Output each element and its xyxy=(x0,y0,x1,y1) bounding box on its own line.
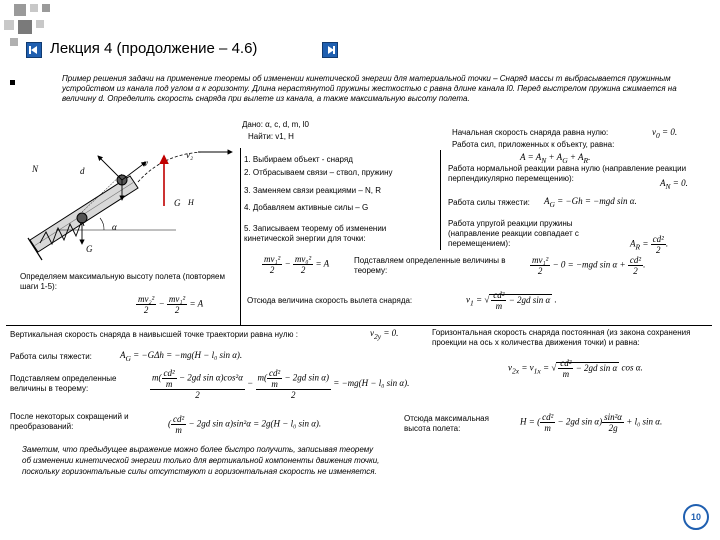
step-2: 2. Отбрасываем связи – ствол, пружину xyxy=(244,168,393,177)
page-number: 10 xyxy=(683,504,709,530)
formula-v2y: $v_{2y} = 0$. xyxy=(370,328,399,341)
formula-v1: $v_1$ = √ $\frac{\text{cd²}}{m}$ − 2gd sin α . xyxy=(466,290,557,311)
prev-slide-button[interactable] xyxy=(26,42,42,58)
formula-AG: $A_G = -Gh = -mgd$ sin α. xyxy=(544,196,637,209)
label-G-upper: G xyxy=(174,198,181,208)
label-v: v xyxy=(144,158,148,168)
result-height-text: Отсюда максимальная высота полета: xyxy=(404,414,489,433)
projectile-diagram xyxy=(26,148,241,263)
note-gravity-work: Работа силы тяжести: xyxy=(448,198,530,207)
max-height-intro: Определяем максимальную высоту полета (повторяем шаги 1-5): xyxy=(20,272,225,291)
find-data: Найти: v1, H xyxy=(248,132,294,141)
label-alpha: α xyxy=(112,222,117,232)
step-1: 1. Выбираем объект - снаряд xyxy=(244,155,353,164)
label-v2: v₂ xyxy=(186,150,194,160)
step-4: 4. Добавляем активные силы – G xyxy=(244,203,369,212)
note-work-sum: Работа сил, приложенных к объекту, равна: xyxy=(452,140,615,149)
formula-v0: $v_0 = 0$. xyxy=(652,127,678,140)
note-initial-speed: Начальная скорость снаряда равна нулю: xyxy=(452,128,609,137)
divider-vertical-2 xyxy=(440,150,441,250)
formula-work-sum: $A = A_N + A_G + A_R$. xyxy=(520,152,591,165)
slide-title: Лекция 4 (продолжение – 4.6) xyxy=(50,40,258,57)
formula-subst-2: m( $\frac{\text{cd²}}{m}$ − 2gd sin α)cos²α 2 − m( $\frac{\text{cd²}}{m}$ − 2gd sin α) 2 = −mg(H − l₀ sin α). xyxy=(152,368,410,400)
label-G-lower: G xyxy=(86,244,93,254)
problem-statement: Пример решения задачи на применение теоремы об изменении кинетической энергии для материальной точки – Снаряд массы m выбрасывается пружинным устройством из канала под углом α к горизонту. Длина нерастянутой пружины жесткостью c равна длине канала l0. Перед выстрелом пружина сжимается на величину d. Определить скорость снаряда при вылете из канала, а также максимальную высоту полета. xyxy=(62,74,677,103)
projectile-start xyxy=(77,213,87,223)
formula-reduced: ( $\frac{\text{cd²}}{m}$ − 2gd sin α)sin²α = 2g(H − l₀ sin α). xyxy=(168,414,322,435)
formula-AR: $A_R$ = $\frac{\text{cd²}}{2}$ . xyxy=(630,234,669,255)
gravity-work-text-2: Работа силы тяжести: xyxy=(10,352,92,361)
formula-H: H = ( $\frac{\text{cd²}}{m}$ − 2gd sin α) $\frac{\text{sin²α}}{2g}$ + l₀ sin α. xyxy=(520,412,663,433)
horizontal-speed-text: Горизонтальная скорость снаряда постоянная (из закона сохранения проекции на ось x количества движения точки) и равна: xyxy=(432,328,691,347)
note-normal-reaction: Работа нормальной реакции равна нулю (направление реакции перпендикулярно перемещению): xyxy=(448,164,687,183)
result-velocity-text: Отсюда величина скорость вылета снаряда: xyxy=(247,296,413,305)
closing-note: Заметим, что предыдущее выражение можно более быстро получить, записывая теорему об изменении кинетической энергии только для вертикальной компоненты движения точки, поскольку горизонтальные силы отсутствуют и горизонтальная скорость не изменяется. xyxy=(22,445,380,476)
subst-text-1: Подставляем определенные величины в теорему: xyxy=(354,256,506,275)
section-separator xyxy=(6,325,712,326)
divider-vertical xyxy=(240,148,241,326)
formula-theorem: $\frac{\text{mv₁²}}{2}$ − $\frac{\text{mv₀²}}{2}$ = A xyxy=(264,254,330,275)
label-N: N xyxy=(32,164,39,174)
formula-AN: $A_N = 0$. xyxy=(660,178,688,191)
bullet xyxy=(10,80,15,85)
label-d: d xyxy=(80,166,85,176)
vertical-speed-text: Вертикальная скорость снаряда в наивысшей точке траектории равна нулю : xyxy=(10,330,298,339)
formula-subst-1: $\frac{\text{mv₁²}}{2}$ − 0 = −mgd sin α + $\frac{\text{cd²}}{2}$ . xyxy=(532,255,646,276)
given-data: Дано: α, c, d, m, l0 xyxy=(242,120,309,129)
next-slide-button[interactable] xyxy=(322,42,338,58)
formula-v2x: $v_{2x} = v_{1x}$ = √ $\frac{\text{cd²}}{m}$ − 2gd sin α cos α. xyxy=(508,358,643,379)
step-5: 5. Записываем теорему об изменении кинетической энергии для точки: xyxy=(244,224,387,243)
trajectory xyxy=(138,152,214,182)
label-H: H xyxy=(188,198,194,207)
after-reductions-text: После некоторых сокращений и преобразований: xyxy=(10,412,129,431)
subst-text-2: Подставляем определенные величины в теорему: xyxy=(10,374,117,393)
step-3: 3. Заменяем связи реакциями – N, R xyxy=(244,186,381,195)
note-spring-work: Работа упругой реакции пружины (направление реакции совпадает с перемещением): xyxy=(448,219,579,248)
formula-theorem-2: $\frac{\text{mv₂²}}{2}$ − $\frac{\text{mv₁²}}{2}$ = A xyxy=(138,294,204,315)
formula-AG-2: $A_G = -G\Delta h = -mg(H - l_0$ sin α). xyxy=(120,350,243,363)
